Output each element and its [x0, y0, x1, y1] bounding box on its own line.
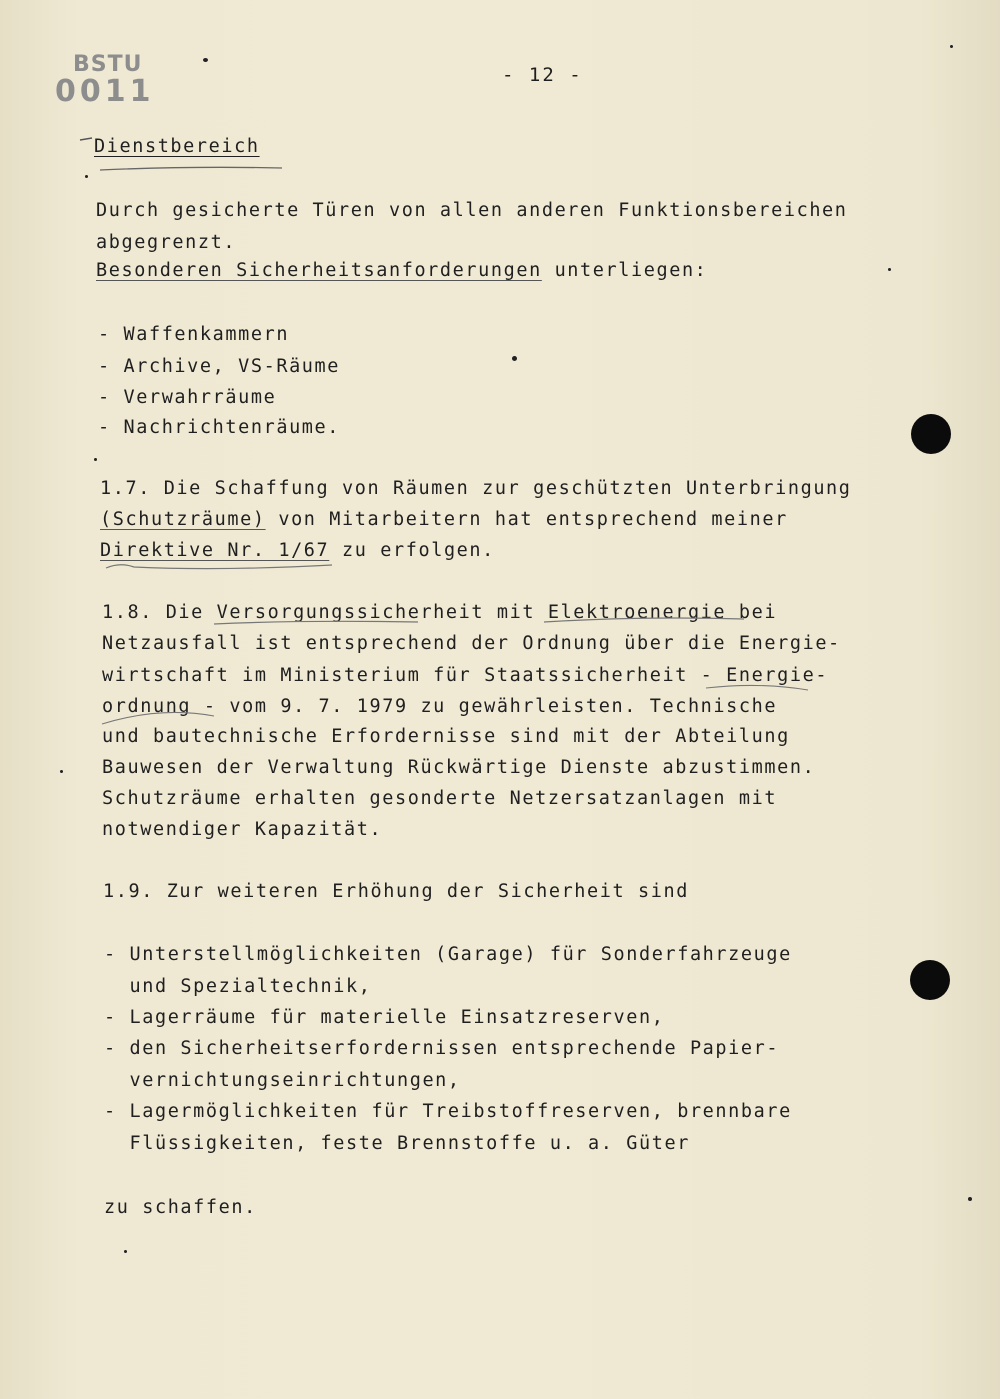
speck [950, 45, 953, 48]
section-1-8-line: Netzausfall ist entsprechend der Ordnung über die Energie- [102, 633, 841, 654]
speck [124, 1250, 127, 1253]
section-1-8-line: wirtschaft im Ministerium für Staatssicherheit - Energie- [102, 665, 829, 686]
list-item: - Lagermöglichkeiten für Treibstoffreserven, brennbare [104, 1101, 792, 1122]
list-item: - Verwahrräume [98, 387, 277, 408]
section-1-8-line: ordnung - vom 9. 7. 1979 zu gewährleisten. Technische [102, 696, 778, 717]
section-1-8-line: Bauwesen der Verwaltung Rückwärtige Dienste abzustimmen. [102, 757, 816, 778]
list-item: - Waffenkammern [98, 324, 290, 345]
intro-line-1: Durch gesicherte Türen von allen anderen Funktionsbereichen [96, 200, 848, 221]
stamp-line-1: BSTU [73, 52, 143, 77]
direktive-underlined: Direktive Nr. 1/67 [100, 540, 330, 561]
tick-mark [80, 138, 92, 140]
list-item: - Unterstellmöglichkeiten (Garage) für Sonderfahrzeuge [104, 944, 792, 965]
list-item-continuation: und Spezialtechnik, [104, 976, 372, 997]
schutzraeume-underlined: (Schutzräume) [100, 509, 266, 530]
section-1-8-line: 1.8. Die Versorgungssicherheit mit Elektroenergie bei [102, 602, 778, 623]
section-1-7-line-3-rest: zu erfolgen. [329, 540, 495, 561]
versorgung-pencil-underline [214, 621, 418, 624]
intro-underlined-phrase: Besonderen Sicherheitsanforderungen [96, 260, 542, 281]
section-1-8-line: notwendiger Kapazität. [102, 819, 383, 840]
list-item: - Archive, VS-Räume [98, 356, 341, 377]
intro-line-3-rest: unterliegen: [541, 260, 708, 281]
energie-pencil-mark [706, 685, 808, 690]
speck [60, 770, 63, 773]
speck [203, 58, 208, 62]
closing-line: zu schaffen. [104, 1197, 257, 1218]
list-item-continuation: Flüssigkeiten, feste Brennstoffe u. a. Güter [104, 1133, 690, 1154]
list-item: - Nachrichtenräume. [98, 417, 341, 438]
ordnung-pencil-mark [102, 712, 214, 724]
punch-hole-bottom [910, 960, 950, 1000]
speck [888, 268, 891, 271]
direktive-pencil-underline [106, 565, 332, 569]
stamp-line-2: 0011 [55, 74, 155, 109]
speck [85, 175, 88, 178]
heading-pencil-underline [100, 167, 282, 170]
speck [968, 1197, 972, 1201]
list-item: - Lagerräume für materielle Einsatzreserven, [104, 1007, 665, 1028]
speck [512, 356, 517, 361]
list-item: - den Sicherheitserfordernissen entsprechende Papier- [104, 1038, 780, 1059]
page-number: - 12 - [502, 64, 583, 86]
speck [94, 458, 97, 461]
section-1-8-line: Schutzräume erhalten gesonderte Netzersatzanlagen mit [102, 788, 778, 809]
section-1-9-line: 1.9. Zur weiteren Erhöhung der Sicherheit sind [103, 881, 689, 902]
section-1-8-line: und bautechnische Erfordernisse sind mit der Abteilung [102, 726, 790, 747]
punch-hole-top [911, 414, 951, 454]
section-1-7-line-1: 1.7. Die Schaffung von Räumen zur geschützten Unterbringung [100, 478, 852, 499]
list-item-continuation: vernichtungseinrichtungen, [104, 1070, 461, 1091]
section-1-7-line-2-rest: von Mitarbeitern hat entsprechend meiner [265, 509, 788, 530]
section-heading: Dienstbereich [94, 136, 260, 157]
elektroenergie-pencil-underline [544, 618, 744, 622]
intro-line-2: abgegrenzt. [96, 232, 237, 253]
